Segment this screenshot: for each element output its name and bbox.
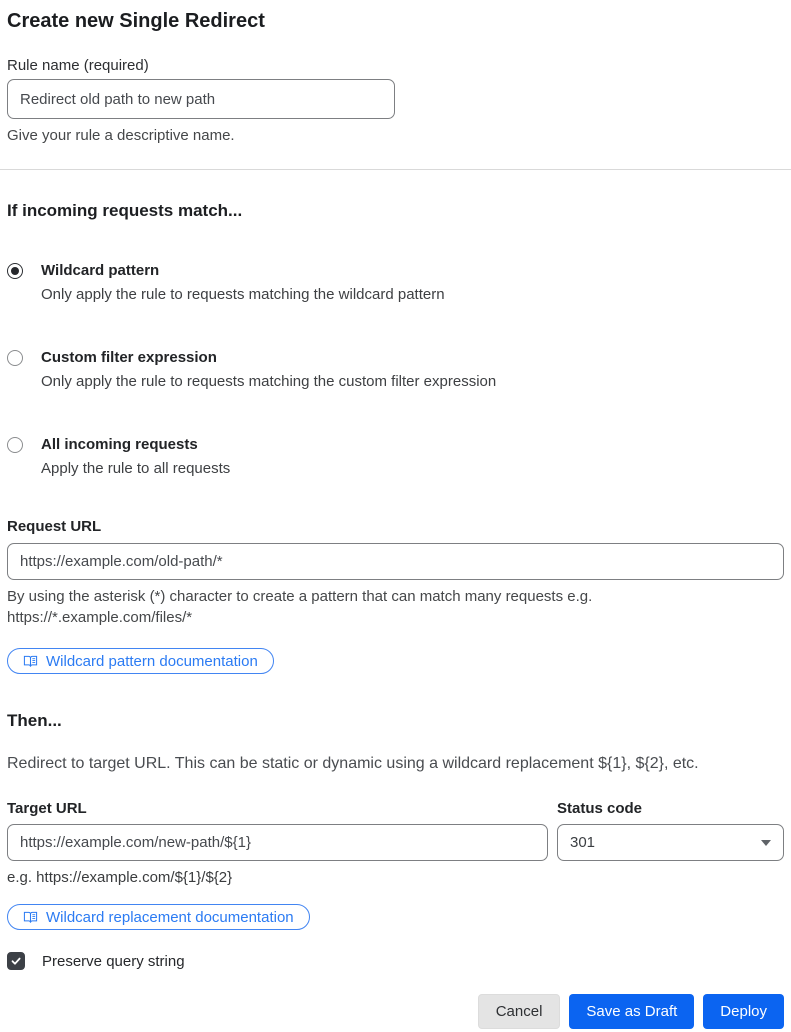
doc-button-label: Wildcard pattern documentation bbox=[46, 652, 258, 670]
page-title: Create new Single Redirect bbox=[7, 10, 265, 32]
radio-option-text bbox=[41, 261, 445, 305]
then-heading: Then... bbox=[7, 711, 62, 730]
radio-option-wildcard-pattern[interactable] bbox=[7, 261, 784, 305]
match-section-heading: If incoming requests match... bbox=[7, 201, 243, 220]
rule-name-input[interactable] bbox=[7, 79, 395, 119]
target-url-help: e.g. https://example.com/${1}/${2} bbox=[7, 869, 233, 886]
radio-option-description: Only apply the rule to requests matching the wildcard pattern bbox=[41, 286, 445, 303]
cancel-button[interactable]: Cancel bbox=[478, 994, 561, 1029]
rule-name-label: Rule name (required) bbox=[7, 57, 149, 74]
radio-option-description: Apply the rule to all requests bbox=[41, 460, 231, 477]
chevron-down-icon bbox=[761, 840, 771, 846]
request-url-help: By using the asterisk (*) character to create a pattern that can match many requests e.g. https://*.example.com/files/* bbox=[7, 588, 593, 626]
save-as-draft-button[interactable]: Save as Draft bbox=[569, 994, 694, 1029]
target-url-field bbox=[7, 799, 548, 886]
then-description: Redirect to target URL. This can be static or dynamic using a wildcard replacement ${1}, ${2}, etc. bbox=[7, 755, 699, 772]
radio-option-label: Wildcard pattern bbox=[41, 262, 160, 279]
radio-option-text bbox=[41, 435, 230, 479]
request-url-input[interactable] bbox=[7, 543, 784, 580]
preserve-query-string-row[interactable] bbox=[7, 952, 784, 970]
form-actions bbox=[7, 994, 784, 1029]
doc-button-label: Wildcard replacement documentation bbox=[46, 908, 294, 926]
status-code-select[interactable] bbox=[557, 824, 784, 861]
target-url-label: Target URL bbox=[7, 800, 87, 817]
book-icon bbox=[23, 910, 38, 925]
status-code-value: 301 bbox=[570, 834, 596, 851]
checkbox-label: Preserve query string bbox=[42, 952, 185, 970]
target-url-input[interactable] bbox=[7, 824, 548, 861]
status-code-label: Status code bbox=[557, 800, 643, 817]
book-icon bbox=[23, 654, 38, 669]
status-code-field bbox=[557, 799, 784, 886]
radio-option-text bbox=[41, 348, 496, 392]
radio-option-description: Only apply the rule to requests matching the custom filter expression bbox=[41, 373, 497, 390]
radio-button-icon[interactable] bbox=[7, 350, 23, 366]
section-divider bbox=[0, 169, 791, 170]
checkbox-icon[interactable] bbox=[7, 952, 25, 970]
wildcard-pattern-documentation-button[interactable] bbox=[7, 648, 274, 674]
request-url-label: Request URL bbox=[7, 518, 102, 535]
radio-option-all-incoming-requests[interactable] bbox=[7, 435, 784, 479]
radio-option-label: All incoming requests bbox=[41, 436, 198, 453]
wildcard-replacement-documentation-button[interactable] bbox=[7, 904, 310, 930]
rule-name-help: Give your rule a descriptive name. bbox=[7, 127, 235, 144]
radio-option-custom-filter-expression[interactable] bbox=[7, 348, 784, 392]
radio-option-label: Custom filter expression bbox=[41, 349, 217, 366]
target-status-row bbox=[7, 799, 784, 886]
radio-button-icon[interactable] bbox=[7, 437, 23, 453]
deploy-button[interactable]: Deploy bbox=[703, 994, 784, 1029]
radio-button-icon[interactable] bbox=[7, 263, 23, 279]
